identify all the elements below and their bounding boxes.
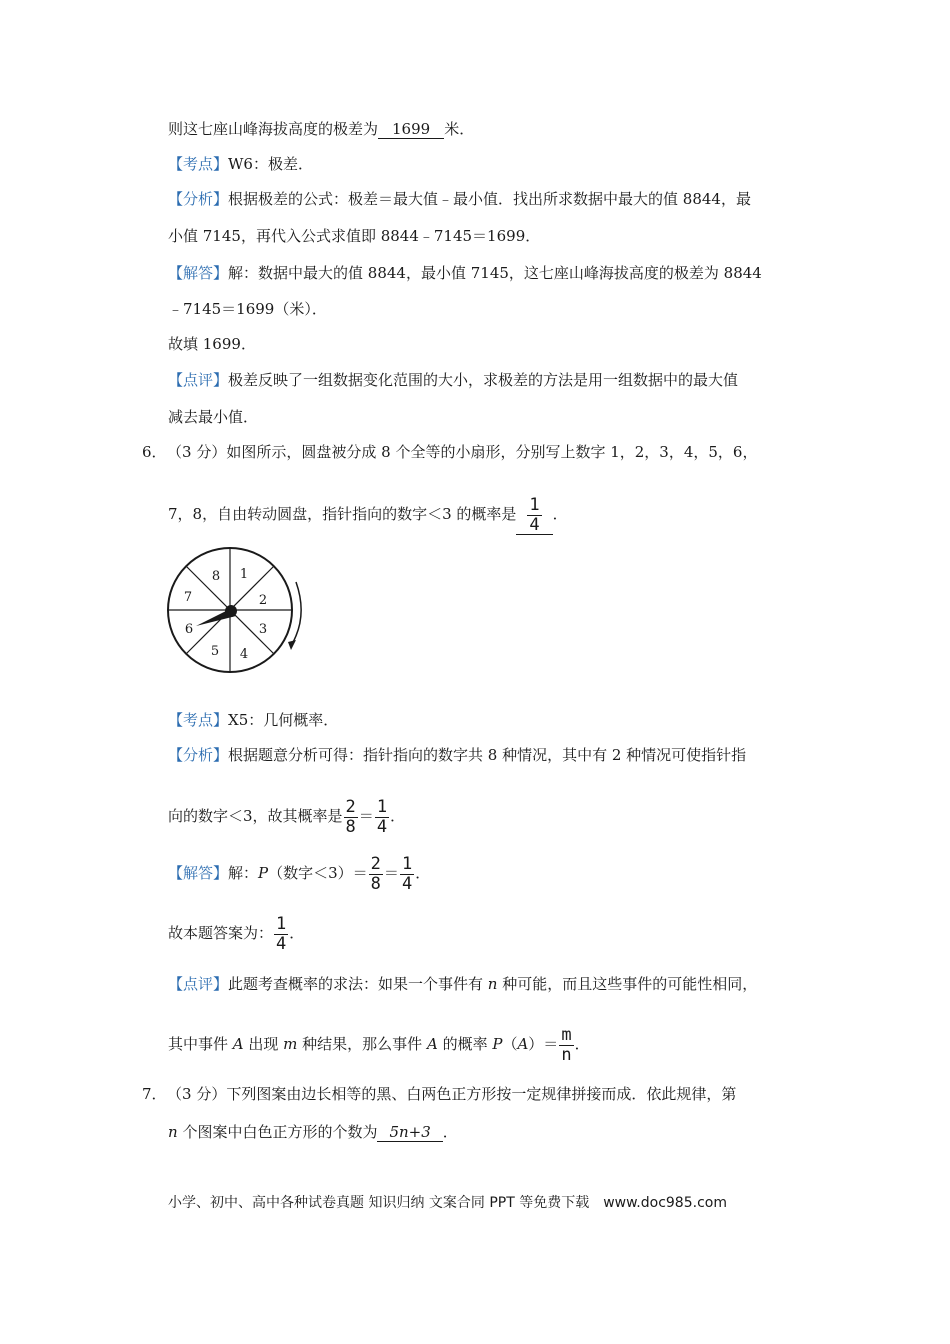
fraction-1-4 [274, 913, 288, 954]
fraction-m-n [559, 1024, 573, 1065]
fraction-2-8 [369, 853, 383, 894]
var-A: A [232, 1035, 244, 1053]
conclusion-text: 故本题答案为： [168, 924, 274, 942]
spinner-label-3: 3 [258, 622, 268, 637]
q5-conclusion-text: 则这七座山峰海拔高度的极差为 [168, 120, 379, 138]
q6-conclusion [168, 913, 304, 953]
q5-dianping-line2: 减去最小值． [168, 408, 259, 426]
jieda-text: 解： [228, 864, 259, 882]
q7-stem-line1 [142, 1083, 736, 1105]
q5-conclusion-unit: 米． [444, 120, 475, 138]
dianping-tag: 【点评】 [168, 975, 229, 993]
period: ． [574, 1035, 590, 1053]
fraction-numerator: 1 [401, 853, 413, 874]
fraction-numerator: m [561, 1024, 572, 1045]
kaodian-text: W6：极差． [228, 155, 313, 173]
var-n: n [487, 975, 498, 993]
q6-fenxi-line1 [168, 744, 746, 766]
q6-kaodian [168, 709, 338, 731]
q7-stem-line2 [168, 1121, 458, 1143]
fraction-denominator: 8 [345, 816, 356, 837]
kaodian-tag: 【考点】 [168, 711, 229, 729]
spinner-label-1: 1 [239, 567, 249, 582]
var-A: A [426, 1035, 438, 1053]
fraction-numerator: 1 [529, 494, 540, 515]
spinner-label-4: 4 [239, 647, 249, 662]
q6-stem-text2: 7，8，自由转动圆盘，指针指向的数字＜3 的概率是 [168, 505, 517, 523]
spinner-hub [225, 605, 237, 617]
rotation-arrowhead [288, 640, 296, 650]
var-m: m [283, 1035, 298, 1053]
q6-jieda [168, 853, 430, 893]
period: ． [415, 864, 431, 882]
q5-fenxi-line1 [168, 188, 751, 210]
spinner-label-8: 8 [211, 569, 221, 584]
fraction-denominator: 4 [276, 933, 287, 954]
var-n: n [168, 1123, 178, 1141]
fraction-1-4 [375, 796, 389, 837]
q5-dianping-line1 [168, 369, 738, 391]
q6-number: 6． [142, 443, 167, 461]
q5-answer: 1699 [378, 120, 444, 139]
page-footer: 小学、初中、高中各种试卷真题 知识归纳 文案合同 PPT 等免费下载 www.doc985.com [168, 1195, 727, 1211]
period: ． [289, 924, 305, 942]
dianping-text3: 其中事件 [168, 1035, 233, 1053]
jieda-tag: 【解答】 [168, 864, 229, 882]
q6-fenxi-line2 [168, 796, 405, 836]
rotation-arrow [292, 582, 301, 644]
fenxi-tag: 【分析】 [168, 746, 229, 764]
jieda-tag: 【解答】 [168, 264, 229, 282]
jieda-text2: （数字＜3）＝ [268, 864, 368, 882]
fraction-denominator: n [561, 1044, 572, 1065]
fraction-numerator: 2 [370, 853, 381, 874]
q7-stem-text2: 个图案中白色正方形的个数为 [177, 1123, 378, 1141]
probability-symbol: P [492, 1035, 503, 1053]
dianping-text6: 的概率 [437, 1035, 493, 1053]
fraction-numerator: 2 [345, 796, 356, 817]
q6-dianping-line1 [168, 973, 757, 995]
dianping-text: 此题考查概率的求法：如果一个事件有 [228, 975, 488, 993]
jieda-text: 解：数据中最大的值 8844，最小值 7145，这七座山峰海拔高度的极差为 8844 [228, 264, 762, 282]
period: ． [390, 807, 406, 825]
equals-sign: ＝ [383, 864, 399, 882]
q6-dianping-line2 [168, 1024, 590, 1064]
spinner-label-2: 2 [258, 593, 268, 608]
q7-period: ． [442, 1123, 458, 1141]
fraction-denominator: 4 [529, 514, 540, 535]
dianping-text5: 种结果，那么事件 [297, 1035, 427, 1053]
q6-stem-line2 [168, 496, 568, 535]
q6-answer [516, 496, 552, 535]
q6-stem-line1 [142, 441, 757, 463]
spinner-label-6: 6 [184, 622, 194, 637]
q6-answer-fraction [527, 494, 541, 535]
dianping-tag: 【点评】 [168, 371, 229, 389]
fenxi-text2: 向的数字＜3，故其概率是 [168, 807, 343, 825]
probability-symbol: P [258, 864, 269, 882]
fraction-denominator: 4 [376, 816, 388, 837]
q5-jieda-line2: ﹣7145＝1699（米）． [168, 300, 327, 318]
spinner-figure [160, 540, 310, 680]
fraction-1-4 [400, 853, 414, 894]
q6-stem-text: （3 分）如图所示，圆盘被分成 8 个全等的小扇形，分别写上数字 1，2，3，4，5，6， [174, 443, 758, 461]
var-A: A [517, 1035, 529, 1053]
fenxi-text: 根据极差的公式：极差＝最大值﹣最小值．找出所求数据中最大的值 8844，最 [228, 190, 751, 208]
fraction-denominator: 8 [370, 873, 381, 894]
fenxi-tag: 【分析】 [168, 190, 229, 208]
q5-conclusion-line [168, 118, 474, 140]
q7-number: 7． [142, 1085, 167, 1103]
kaodian-text: X5：几何概率． [228, 711, 339, 729]
fraction-numerator: 1 [376, 796, 388, 817]
fraction-2-8 [344, 796, 358, 837]
q5-jieda-line1 [168, 262, 762, 284]
fraction-numerator: 1 [276, 913, 287, 934]
q5-kaodian [168, 153, 313, 175]
q5-fenxi-line2: 小值 7145，再代入公式求值即 8844﹣7145＝1699． [168, 227, 541, 245]
dianping-text2: 种可能，而且这些事件的可能性相同， [497, 975, 758, 993]
paren-open: （ [502, 1035, 518, 1053]
equals-sign: ＝ [358, 807, 374, 825]
fenxi-text: 根据题意分析可得：指针指向的数字共 8 种情况，其中有 2 种情况可使指针指 [228, 746, 747, 764]
spinner-label-5: 5 [210, 644, 220, 659]
q6-period: ． [552, 505, 568, 523]
q7-stem-text: （3 分）下列图案由边长相等的黑、白两色正方形按一定规律拼接而成．依此规律，第 [174, 1085, 737, 1103]
kaodian-tag: 【考点】 [168, 155, 229, 173]
paren-close-equals: ）＝ [528, 1035, 559, 1053]
q7-answer: 5n+3 [377, 1123, 442, 1142]
q5-guzhen: 故填 1699． [168, 335, 256, 353]
spinner-label-7: 7 [183, 590, 193, 605]
fraction-denominator: 4 [401, 873, 413, 894]
dianping-text4: 出现 [243, 1035, 284, 1053]
dianping-text: 极差反映了一组数据变化范围的大小，求极差的方法是用一组数据中的最大值 [228, 371, 739, 389]
